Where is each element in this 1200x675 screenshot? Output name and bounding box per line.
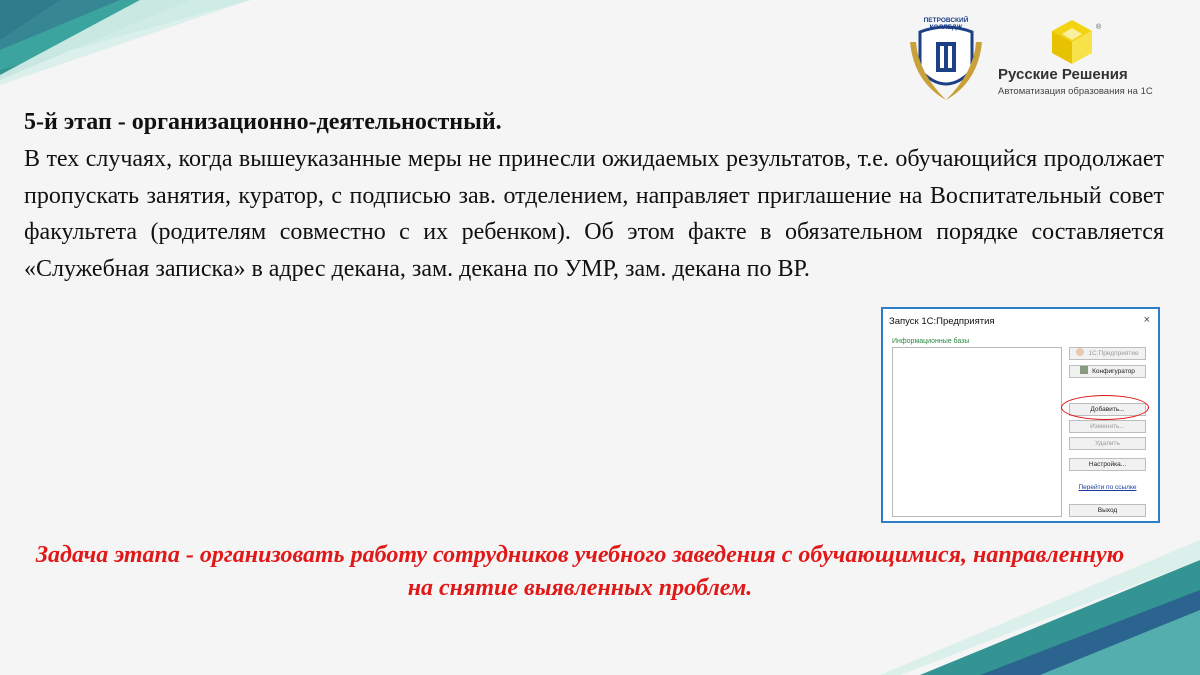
configurator-button[interactable]: Конфигуратор <box>1069 365 1146 378</box>
close-icon[interactable]: × <box>1143 314 1150 326</box>
enterprise-button[interactable]: 1С:Предприятие <box>1069 347 1146 360</box>
add-button[interactable]: Добавить... <box>1069 403 1146 416</box>
company-tagline: Автоматизация образования на 1С <box>998 86 1153 97</box>
infobases-label: Информационные базы <box>892 338 970 345</box>
svg-text:ПЕТРОВСКИЙ: ПЕТРОВСКИЙ <box>923 17 969 24</box>
logos-area <box>906 12 1176 107</box>
registered-mark: ® <box>1096 24 1102 31</box>
highlight-oval <box>1061 395 1149 420</box>
college-crest-logo <box>906 12 986 104</box>
open-link-button[interactable]: Перейти по ссылке <box>1078 484 1137 491</box>
window-title: Запуск 1С:Предприятия <box>889 316 995 327</box>
company-name: Русские Решения <box>998 66 1128 83</box>
russian-solutions-logo <box>998 18 1178 108</box>
delete-button[interactable]: Удалить <box>1069 437 1146 450</box>
exit-button[interactable]: Выход <box>1069 504 1146 517</box>
svg-text:КОЛЛЕДЖ: КОЛЛЕДЖ <box>929 24 963 31</box>
configurator-icon <box>1080 366 1088 374</box>
yellow-cube-logo <box>1048 18 1096 66</box>
infobases-list[interactable] <box>892 347 1062 517</box>
stage-heading: 5-й этап - организационно-деятельностный. <box>24 109 502 135</box>
settings-button[interactable]: Настройка... <box>1069 458 1146 471</box>
stage-description: В тех случаях, когда вышеуказанные меры не принесли ожидаемых результатов, т.е. обучающийся продолжает пропускать занятия, куратор, с подписью зав. отделением, направляет приглашение на Воспитательный совет факультета (родителям совместно с их ребенком). Об этом факте в обязательном порядке составляется «Служебная записка» в адрес декана, зам. декана по УМР, зам. декана по ВР. <box>24 146 1164 282</box>
edit-button[interactable]: Изменить... <box>1069 420 1146 433</box>
enterprise-icon <box>1076 348 1084 356</box>
stage-task: Задача этапа - организовать работу сотрудников учебного заведения с обучающимися, направленную на снятие выявленных проблем. <box>35 542 1125 601</box>
